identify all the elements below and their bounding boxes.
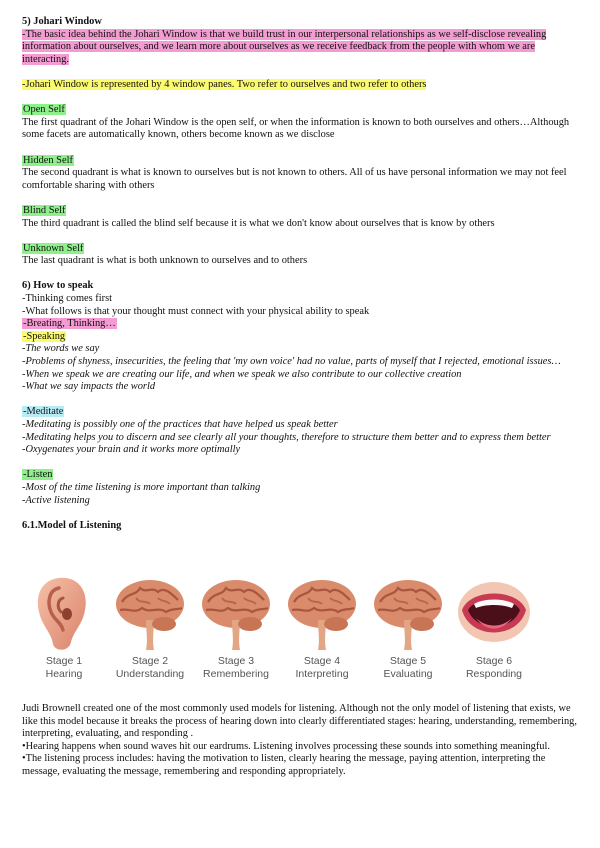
brain-icon — [112, 574, 188, 652]
listen-item: -Active listening — [22, 494, 90, 506]
stage-evaluating — [366, 574, 450, 690]
listening-stages-figure — [22, 574, 578, 690]
hidden-self-title: Hidden Self — [23, 154, 73, 166]
unknown-self-text: The last quadrant is what is both unknown to ourselves and to others — [22, 255, 308, 267]
meditate-title: -Meditate — [23, 406, 64, 418]
process-bullet: •The listening process includes: having the motivation to listen, clearly hearing the message, paying attention, interpreting the message, evaluating the message, remembering and responding appropriately. — [22, 753, 546, 777]
ear-icon — [29, 574, 99, 652]
stage-name: Understanding — [115, 668, 185, 680]
listening-model-heading: 6.1.Model of Listening — [22, 519, 122, 531]
stage-name: Hearing — [45, 668, 83, 680]
blind-self-text: The third quadrant is called the blind self because it is what we don't know about ourselves that is know by others — [22, 217, 495, 229]
stage-number: Stage 5 — [389, 655, 427, 667]
hearing-bullet: •Hearing happens when sound waves hit our eardrums. Listening involves processing these sounds into something meaningful. — [22, 740, 550, 752]
unknown-self-title: Unknown Self — [23, 242, 84, 254]
blind-self-title: Blind Self — [23, 204, 66, 216]
stage-hearing — [22, 574, 106, 690]
speaking-item: -The words we say — [22, 343, 100, 355]
stage-name: Interpreting — [295, 668, 349, 680]
johari-heading: 5) Johari Window — [22, 16, 102, 27]
open-self-title: Open Self — [23, 104, 65, 116]
listening-text — [22, 703, 578, 779]
stage-number: Stage 2 — [131, 655, 169, 667]
stage-name: Remembering — [203, 668, 269, 680]
stage-number: Stage 6 — [475, 655, 513, 667]
hidden-self-text: The second quadrant is what is known to ourselves but is not known to others. All of us have personal information we may not feel comfortable sharing with others — [22, 167, 567, 191]
johari-panes: -Johari Window is represented by 4 window panes. Two refer to ourselves and two refer to others — [22, 78, 427, 90]
stage-number: Stage 4 — [303, 655, 341, 667]
open-self-text: The first quadrant of the Johari Window is the open self, or when the information is known to both ourselves and others…Although some facets are automatically known, others become known as we disclose — [22, 116, 570, 141]
speak-line-1: -Thinking comes first — [22, 293, 113, 305]
stage-understanding — [108, 574, 192, 690]
speak-line-2: -What follows is that your thought must connect with your physical ability to speak — [22, 305, 370, 317]
brownell-paragraph: Judi Brownell created one of the most commonly used models for listening. Although not the only model of listening that exists, we like this model because it breaks the process of hearing down into clearly differentiated stages: hearing, understanding, remembering, interpreting, evaluating, and responding . — [22, 703, 577, 740]
document-content — [22, 16, 578, 532]
speaking-item: -What we say impacts the world — [22, 381, 156, 393]
brain-icon — [198, 574, 274, 652]
stage-number: Stage 3 — [217, 655, 255, 667]
meditate-item: -Meditating helps you to discern and see clearly all your thoughts, therefore to structure them better and to express them better — [22, 431, 551, 443]
speaking-title: -Speaking — [23, 330, 66, 342]
stage-remembering — [194, 574, 278, 690]
stage-name: Evaluating — [383, 668, 433, 680]
speak-heading: 6) How to speak — [22, 280, 94, 292]
stage-number: Stage 1 — [45, 655, 83, 667]
listen-title: -Listen — [23, 469, 53, 481]
breathing-line: -Breating, Thinking… — [23, 318, 116, 330]
mouth-icon — [456, 574, 532, 652]
brain-icon — [370, 574, 446, 652]
brain-icon — [284, 574, 360, 652]
speaking-item: -Problems of shyness, insecurities, the feeling that 'my own voice' had no value, parts of myself that I rejected, emotional issues… — [22, 356, 561, 368]
meditate-item: -Oxygenates your brain and it works more optimally — [22, 444, 241, 456]
stage-interpreting — [280, 574, 364, 690]
meditate-item: -Meditating is possibly one of the practices that have helped us speak better — [22, 419, 338, 430]
johari-intro: -The basic idea behind the Johari Window is that we build trust in our interpersonal relationships as we self-disclose revealing information about ourselves, and we learn more about ourselves as we receive feedback from the people with whom we are interacting. — [22, 28, 547, 65]
stage-name: Responding — [465, 668, 523, 680]
listen-item: -Most of the time listening is more important than talking — [22, 481, 261, 493]
stage-responding — [452, 574, 536, 690]
speaking-item: -When we speak we are creating our life, and when we speak we also contribute to our collective creation — [22, 368, 462, 380]
